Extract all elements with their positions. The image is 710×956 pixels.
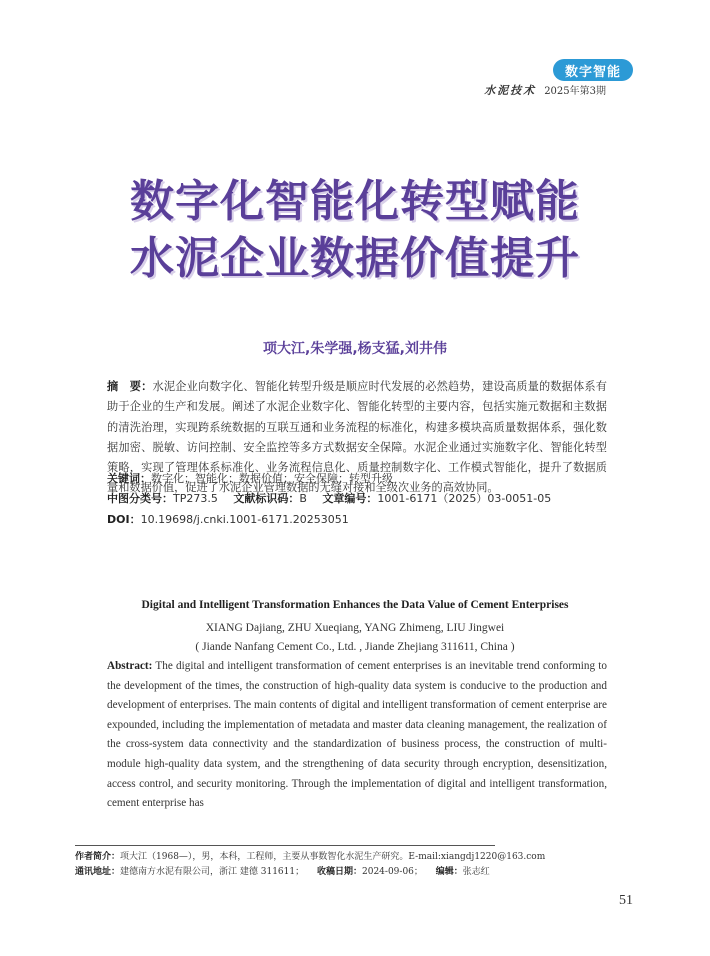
article-number-value: 1001-6171（2025）03-0051-05 (377, 492, 552, 505)
journal-name: 水泥技术 (484, 84, 537, 97)
article-number-label: 文章编号： (322, 492, 378, 505)
address-footnote (75, 864, 595, 877)
doc-code-value: B (299, 492, 307, 505)
journal-issue: 2025年第3期 (544, 86, 606, 97)
doc-code-label: 文献标识码： (233, 492, 300, 505)
address-text: 建德南方水泥有限公司，浙江 建德 311611； (120, 867, 305, 877)
abstract-text: 水泥企业向数字化、智能化转型升级是顺应时代发展的必然趋势，建设高质量的数据体系有助于企业的生产和发展。阐述了水泥企业数字化、智能化转型的主要内容，包括实施元数据和主数据的清洗治理，实现跨系统数据的互联互通和业务流程的标准化，构建多模块高质量数据体系，强化数据加密、脱敏、访问控制、安全监控等多方式数据安全保障。水泥企业通过实施数字化、智能化转型策略，实现了管理体系标准化、业务流程信息化、质量控制数字化、工作模式智能化，提升了数据质量和数据价值，促进了水泥企业管理数据的无缝对接和全级次业务的高效协同。 (107, 380, 607, 495)
article-title-line-2: 水泥企业数据价值提升 (130, 233, 580, 284)
section-badge: 数字智能 (553, 59, 633, 81)
article-title-line-1: 数字化智能化转型赋能 (130, 176, 580, 227)
author-list: 项大江,朱学强,杨支猛,刘井伟 (263, 341, 447, 357)
english-affiliation: ( Jiande Nanfang Cement Co., Ltd. , Jiande Zhejiang 311611, China ) (195, 641, 515, 653)
english-abstract-label: Abstract: (107, 660, 153, 672)
english-title: Digital and Intelligent Transformation Enhances the Data Value of Cement Enterprises (141, 599, 569, 611)
author-bio-text: 项大江（1968—），男，本科，工程师，主要从事数智化水泥生产研究。E-mail:xiangdj1220@163.com (120, 852, 546, 862)
doi-label: DOI： (107, 513, 141, 526)
english-authors: XIANG Dajiang, ZHU Xueqiang, YANG Zhimeng, LIU Jingwei (205, 622, 505, 634)
abstract-label: 摘 要： (107, 380, 153, 393)
keywords (107, 470, 617, 486)
clc-value: TP273.5 (173, 492, 218, 505)
author-bio-footnote (75, 849, 595, 862)
received-date: 2024-09-06； (362, 867, 423, 877)
english-abstract-text: The digital and intelligent transformation of cement enterprises is an inevitable trend conforming to the development of the times, the construction of high-quality data system is conducive to the production and development of enterprises. The main contents of digital and intelligent transformation of cement enterprise are expounded, including the implementation of metadata and master data cleaning management, the realization of the cross-system data connectivity and the standardization of business process, the construction of multi-module high-quality data system, and the strengthening of data security through encryption, desensitization, access control, and security monitoring. Through the implementation of digital and intelligent transformation, cement enterprise has (107, 660, 607, 810)
keywords-text: 数字化；智能化；数据价值；安全保障；转型升级 (151, 472, 393, 485)
english-abstract (107, 657, 607, 814)
editor-name: 张志红 (462, 867, 490, 877)
doi-link[interactable]: 10.19698/j.cnki.1001-6171.20253051 (140, 513, 349, 526)
address-label: 通讯地址： (75, 867, 121, 877)
classification-line (107, 490, 617, 506)
editor-label: 编辑： (435, 867, 463, 877)
author-bio-label: 作者简介： (75, 852, 121, 862)
doi-line (107, 511, 617, 527)
page-number: 51 (619, 893, 633, 908)
clc-label: 中图分类号： (107, 492, 173, 505)
received-label: 收稿日期： (316, 867, 362, 877)
keywords-label: 关键词： (107, 472, 151, 485)
journal-header (484, 82, 606, 98)
footnote-divider (75, 845, 495, 846)
